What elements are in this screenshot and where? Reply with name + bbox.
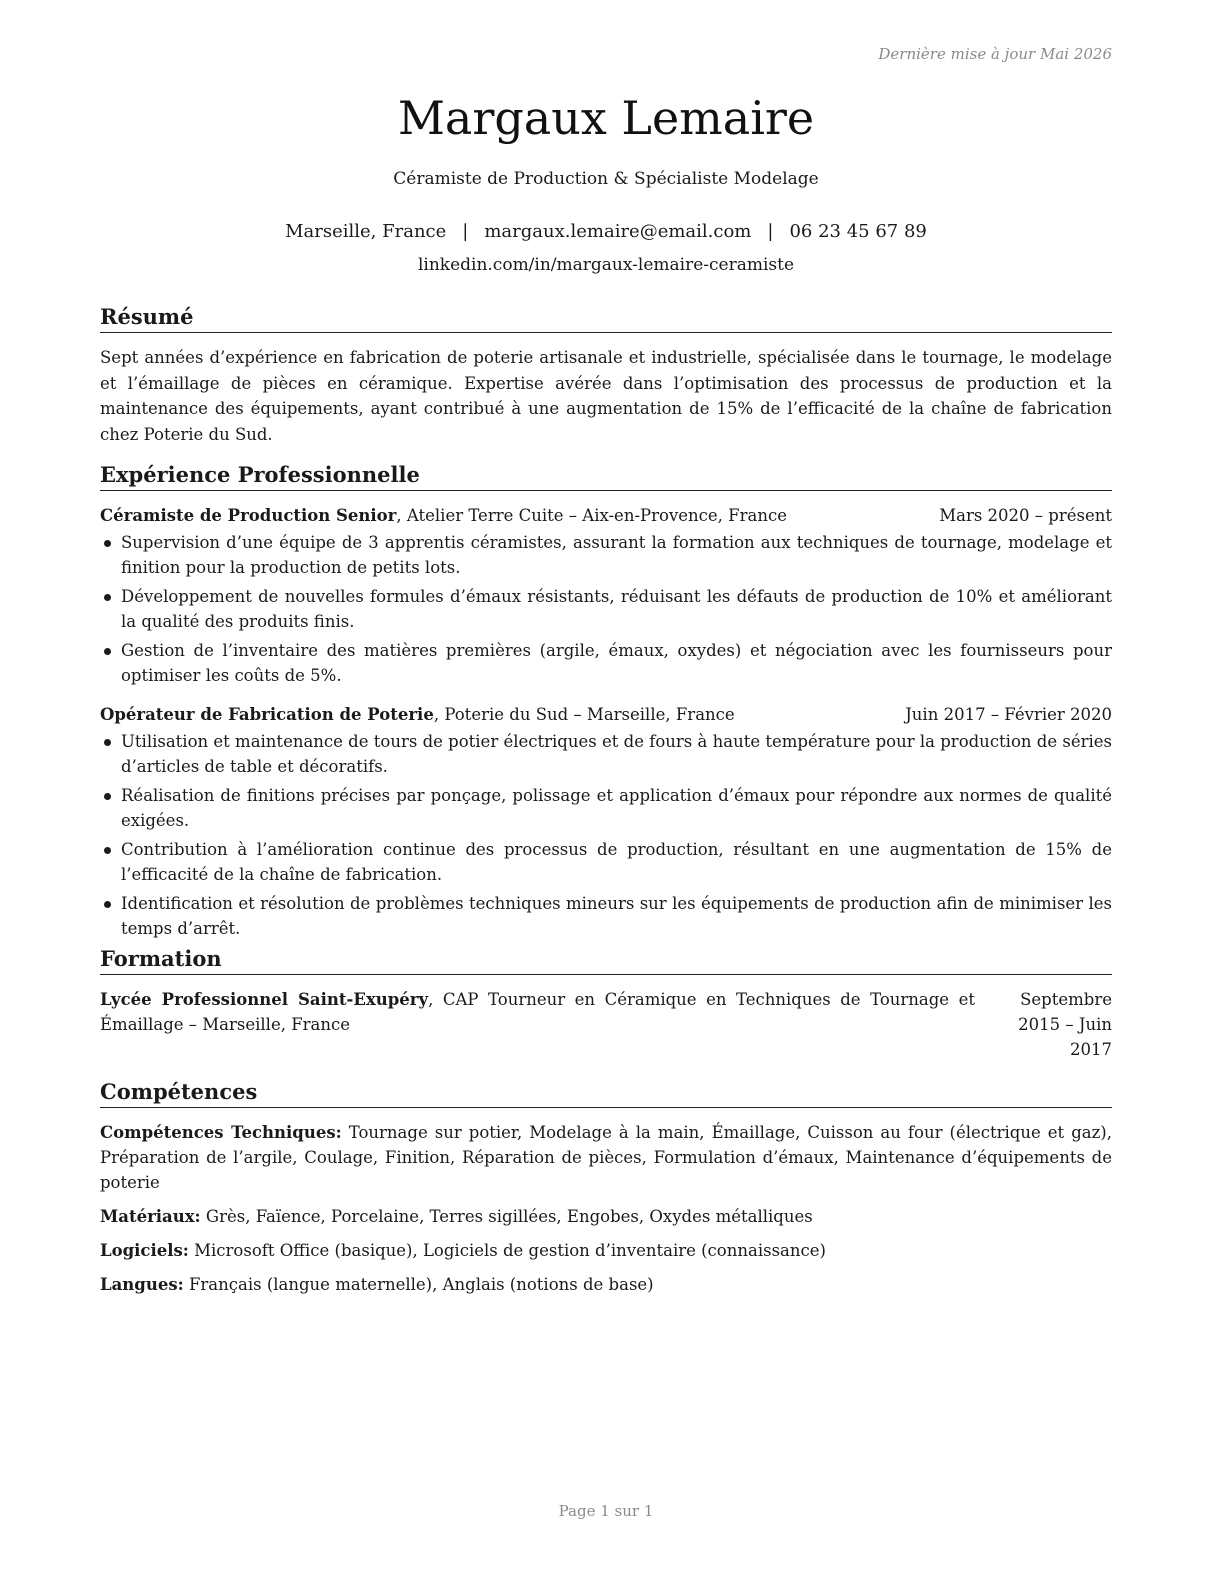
skill-label: Compétences Techniques:	[100, 1123, 342, 1142]
skill-line	[100, 1272, 1112, 1297]
contact-separator: |	[462, 221, 469, 242]
skill-value: Microsoft Office (basique), Logiciels de gestion d’inventaire (connaissance)	[188, 1241, 826, 1260]
experience-heading: Expérience Professionnelle	[100, 461, 1112, 491]
job-role: Céramiste de Production Senior	[100, 506, 397, 525]
candidate-name: Margaux Lemaire	[397, 91, 815, 145]
job-company: , Poterie du Sud – Marseille, France	[433, 705, 735, 724]
list-item: Gestion de l’inventaire des matières premières (argile, émaux, oxydes) et négociation avec les fournisseurs pour optimiser les coûts de 5%.	[100, 638, 1112, 688]
job-title-line	[100, 702, 735, 727]
list-item: Réalisation de finitions précises par ponçage, polissage et application d’émaux pour répondre aux normes de qualité exigées.	[100, 783, 1112, 833]
list-item: Contribution à l’amélioration continue des processus de production, résultant en une augmentation de 15% de l’efficacité de la chaîne de fabrication.	[100, 837, 1112, 887]
job-title-line	[100, 503, 787, 528]
list-item: Identification et résolution de problèmes techniques mineurs sur les équipements de production afin de minimiser les temps d’arrêt.	[100, 891, 1112, 941]
skills-heading: Compétences	[100, 1078, 1112, 1108]
education-details	[100, 987, 975, 1037]
contact-location: Marseille, France	[285, 221, 447, 242]
page-number: Page 1 sur 1	[558, 1502, 654, 1520]
resume-content	[100, 303, 1112, 1306]
contact-line	[100, 220, 1112, 244]
job-entry	[100, 702, 1112, 941]
job-header	[100, 503, 1112, 528]
skill-label: Langues:	[100, 1275, 184, 1294]
skill-label: Matériaux:	[100, 1207, 201, 1226]
contact-separator: |	[767, 221, 774, 242]
job-entry	[100, 503, 1112, 688]
summary-text: Sept années d’expérience en fabrication de poterie artisanale et industrielle, spécialisée dans le tournage, le modelage et l’émaillage de pièces en céramique. Expertise avérée dans l’optimisation des processus de production et la maintenance des équipements, ayant contribué à une augmentation de 15% de l’efficacité de la chaîne de fabrication chez Poterie du Sud.	[100, 348, 1112, 444]
skill-label: Logiciels:	[100, 1241, 189, 1260]
skill-line	[100, 1204, 1112, 1229]
contact-email[interactable]: margaux.lemaire@email.com	[484, 221, 752, 242]
education-heading: Formation	[100, 945, 1112, 975]
candidate-tagline: Céramiste de Production & Spécialiste Modelage	[393, 169, 819, 189]
skill-value: Tournage sur potier, Modelage à la main, Émaillage, Cuisson au four (électrique et gaz), Préparation de l’argile, Coulage, Finition, Réparation de pièces, Formulation d’émaux, Maintenance d’équipements de poterie	[100, 1123, 1112, 1192]
job-bullets	[100, 530, 1112, 688]
education-degree: , CAP Tourneur en Céramique en Techniques de Tournage et Émaillage – Marseille, France	[100, 990, 975, 1034]
list-item: Supervision d’une équipe de 3 apprentis céramistes, assurant la formation aux techniques de tournage, modelage et finition pour la production de petits lots.	[100, 530, 1112, 580]
linkedin-link[interactable]: linkedin.com/in/margaux-lemaire-ceramiste	[417, 255, 795, 275]
skill-line	[100, 1238, 1112, 1263]
last-updated: Dernière mise à jour Mai 2026	[878, 45, 1112, 63]
skill-value: Grès, Faïence, Porcelaine, Terres sigillées, Engobes, Oxydes métalliques	[200, 1207, 813, 1226]
job-dates: Juin 2017 – Février 2020	[905, 705, 1112, 724]
contact-phone: 06 23 45 67 89	[789, 221, 927, 242]
job-dates: Mars 2020 – présent	[939, 506, 1112, 525]
job-company: , Atelier Terre Cuite – Aix-en-Provence, France	[396, 506, 787, 525]
resume-page	[100, 0, 1112, 1584]
education-dates: Septembre 2015 – Juin 2017	[1018, 990, 1112, 1059]
skill-line	[100, 1120, 1112, 1195]
list-item: Développement de nouvelles formules d’émaux résistants, réduisant les défauts de production de 10% et améliorant la qualité des produits finis.	[100, 584, 1112, 634]
summary-heading: Résumé	[100, 303, 1112, 333]
job-bullets	[100, 729, 1112, 941]
job-header	[100, 702, 1112, 727]
education-entry	[100, 987, 1112, 1062]
list-item: Utilisation et maintenance de tours de potier électriques et de fours à haute température pour la production de séries d’articles de table et décoratifs.	[100, 729, 1112, 779]
education-school: Lycée Professionnel Saint-Exupéry	[100, 990, 429, 1009]
job-role: Opérateur de Fabrication de Poterie	[100, 705, 434, 724]
skill-value: Français (langue maternelle), Anglais (notions de base)	[183, 1275, 654, 1294]
